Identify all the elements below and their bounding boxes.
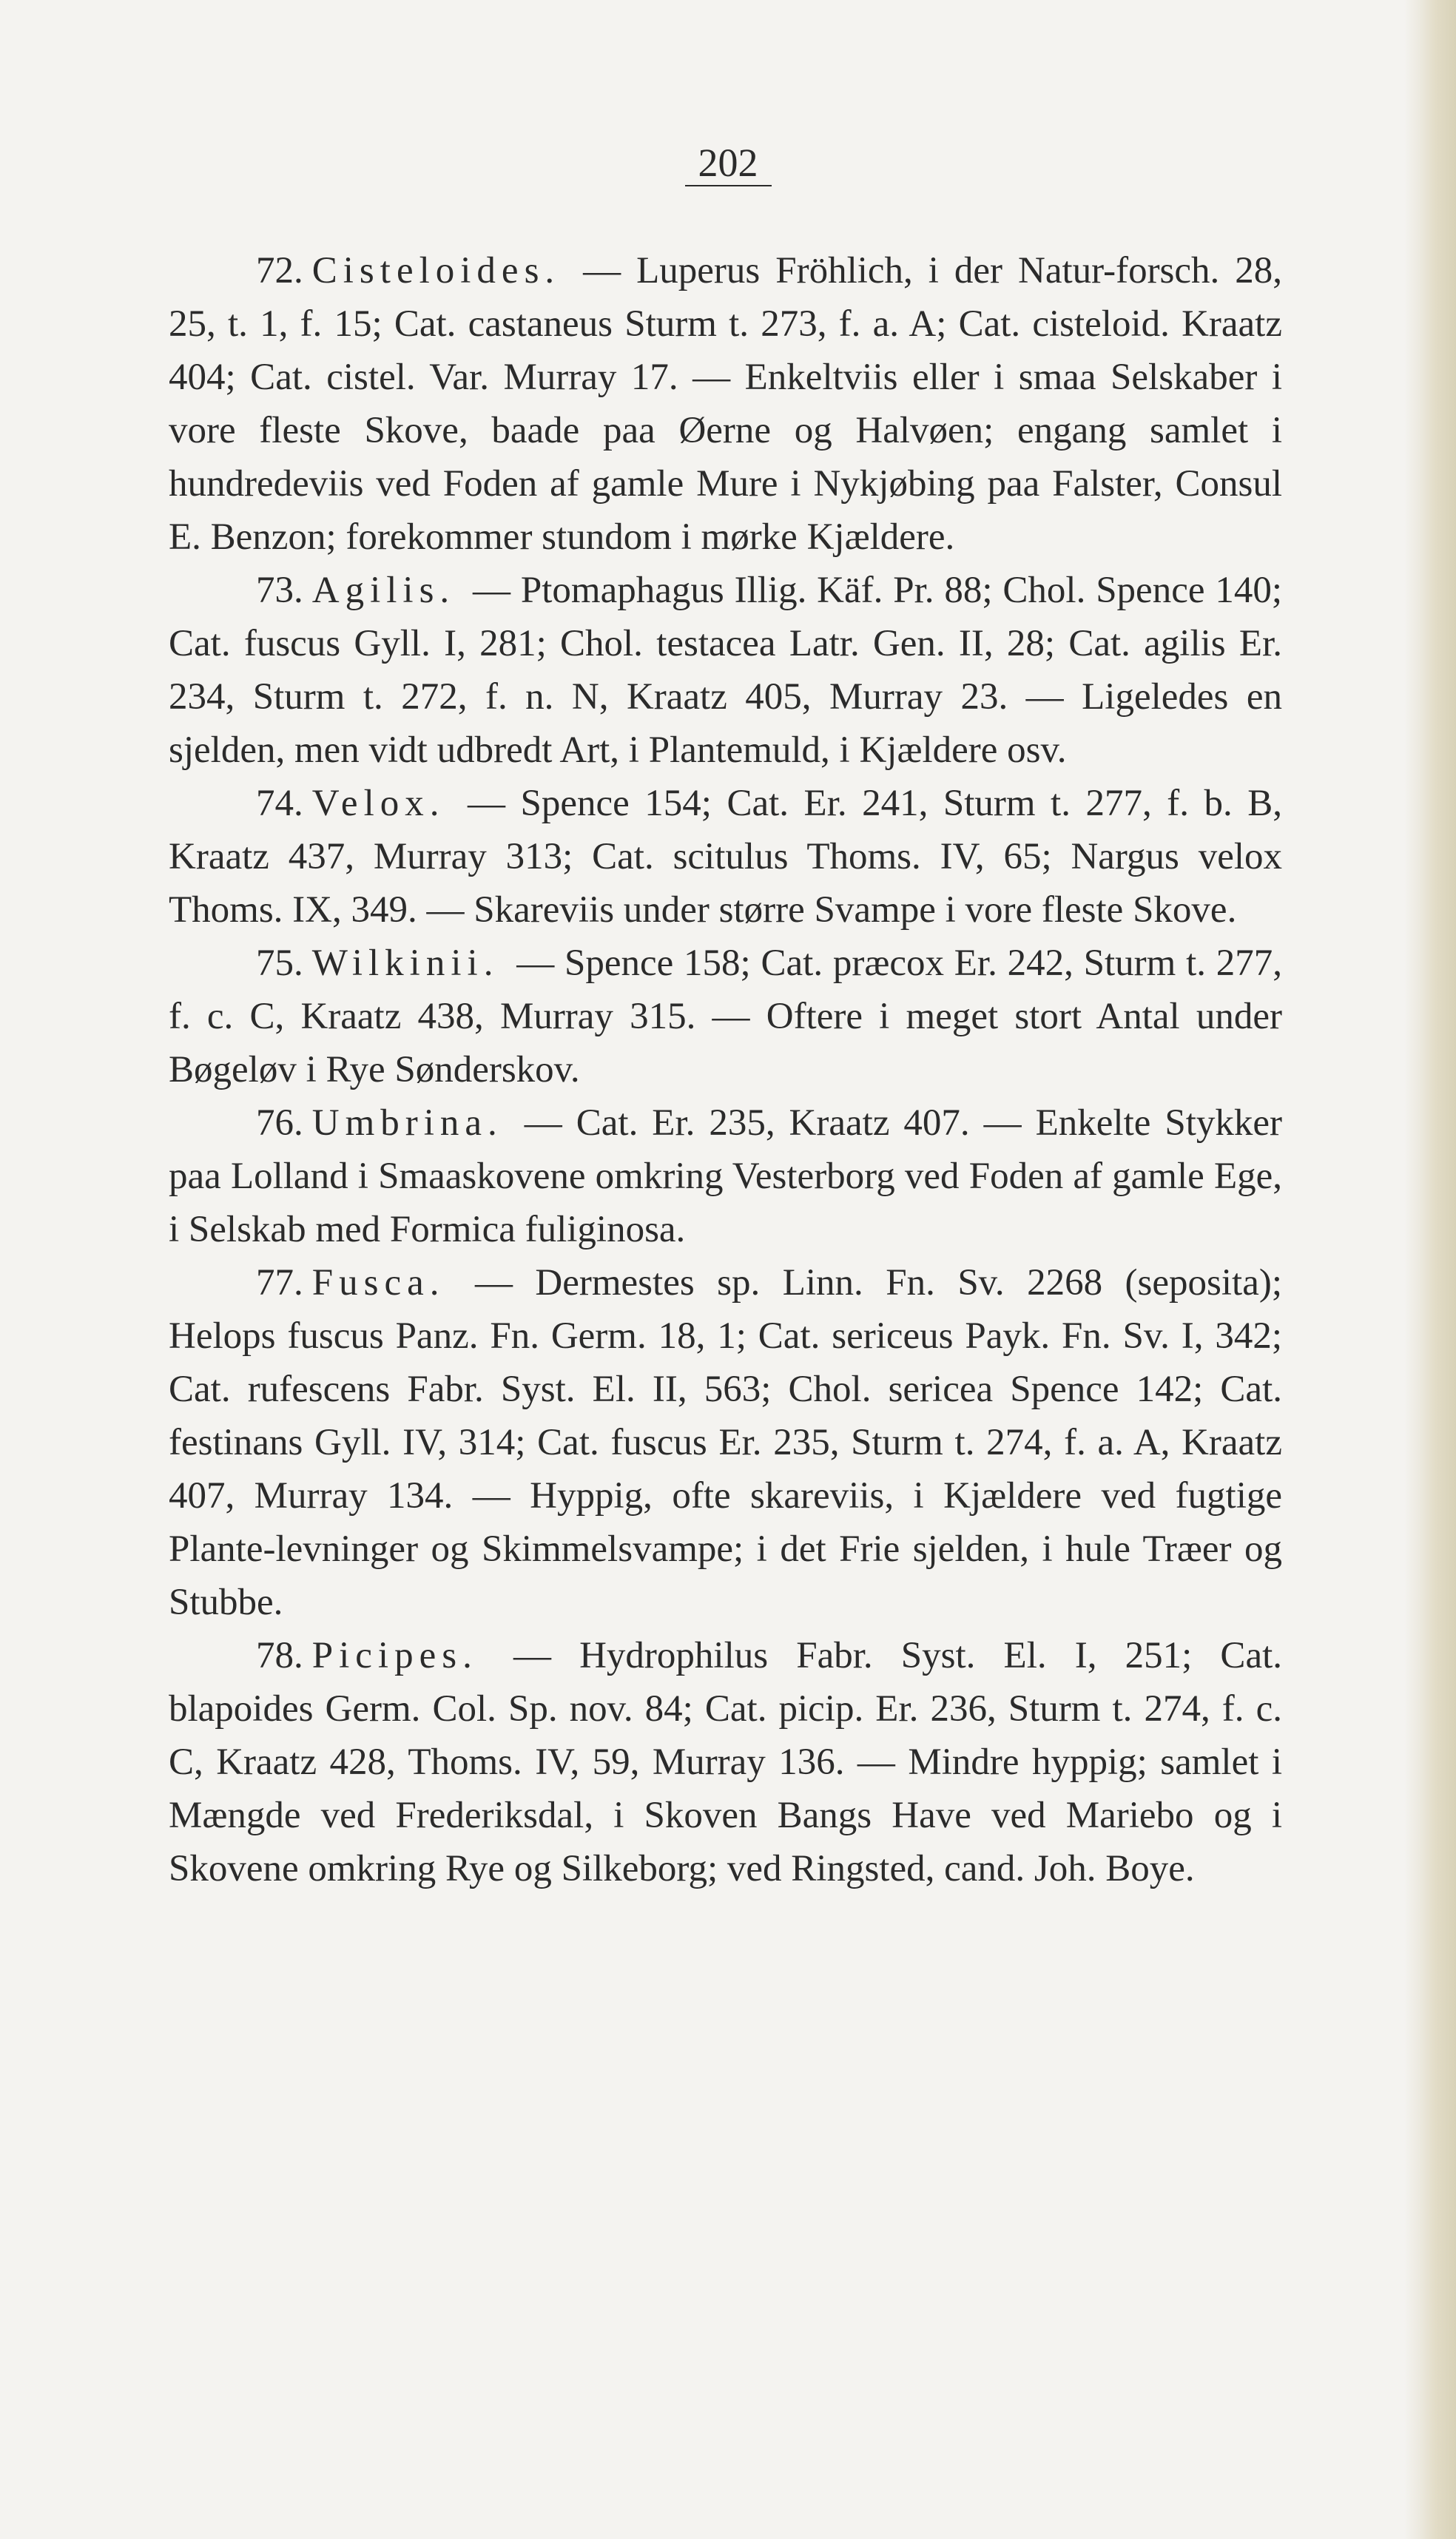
entry-number: 77. <box>256 1262 303 1304</box>
species-name: Velox. <box>311 783 445 824</box>
entry-number: 73. <box>256 570 303 611</box>
page-header <box>0 137 1456 189</box>
entry-text: — Spence 158; Cat. præcox Er. 242, Sturm t. 277, f. c. C, Kraatz 438, Murray 315. — Oftere i meget stort Antal under Bøgeløv i Rye Sønderskov. <box>169 943 1283 1090</box>
entry-number: 72. <box>256 250 303 291</box>
entry-number: 74. <box>256 783 303 824</box>
species-name: Umbrina. <box>311 1102 503 1144</box>
main-text <box>169 244 1282 1895</box>
entry-text: — Hydrophilus Fabr. Syst. El. I, 251; Cat. blapoides Germ. Col. Sp. nov. 84; Cat. picip. Er. 236, Sturm t. 274, f. c. C, Kraatz 428, Thoms. IV, 59, Murray 136. — Mindre hyppig; samlet i Mængde ved Frederiksdal, i Skoven Bangs Have ved Mariebo og i Skovene omkring Rye og Silkeborg; ved Ringsted, cand. Joh. Boye. <box>169 1635 1282 1889</box>
entry-text: — Spence 154; Cat. Er. 241, Sturm t. 277, f. b. B, Kraatz 437, Murray 313; Cat. scitulus Thoms. IV, 65; Nargus velox Thoms. IX, 349. — Skareviis under større Svampe i vore fleste Skove. <box>169 783 1282 931</box>
entry-text: — Dermestes sp. Linn. Fn. Sv. 2268 (seposita); Helops fuscus Panz. Fn. Germ. 18, 1; Cat. sericeus Payk. Fn. Sv. I, 342; Cat. rufescens Fabr. Syst. El. II, 563; Chol. sericea Spence 142; Cat. festinans Gyll. IV, 314; Cat. fuscus Er. 235, Sturm t. 274, f. a. A, Kraatz 407, Murray 134. — Hyppig, ofte skareviis, i Kjældere ved fugtige Plante-levninger og Skimmelsvampe; i det Frie sjelden, i hule Træer og Stubbe. <box>169 1262 1282 1623</box>
entry-text: — Luperus Fröhlich, i der Natur-forsch. 28, 25, t. 1, f. 15; Cat. castaneus Sturm t. 273, f. a. A; Cat. cisteloid. Kraatz 404; Cat. cistel. Var. Murray 17. — Enkeltviis eller i smaa Selskaber i vore fleste Skove, baade paa Øerne og Halvøen; engang samlet i hundredeviis ved Foden af gamle Mure i Nykjøbing paa Falster, Consul E. Benzon; forekommer stundom i mørke Kjældere. <box>169 250 1283 558</box>
species-entry-72 <box>169 244 1282 564</box>
species-entry-74 <box>169 777 1282 937</box>
species-name: Agilis. <box>311 570 456 611</box>
page-edge-shadow <box>1404 0 1456 2539</box>
species-entry-73 <box>169 564 1282 777</box>
entry-text: — Cat. Er. 235, Kraatz 407. — Enkelte Stykker paa Lolland i Smaaskovene omkring Vesterborg ved Foden af gamle Ege, i Selskab med Formica fuliginosa. <box>169 1102 1282 1250</box>
page-number: 202 <box>685 141 772 186</box>
species-entry-76 <box>169 1096 1282 1256</box>
entry-number: 78. <box>256 1635 303 1676</box>
species-entry-75 <box>169 937 1282 1096</box>
species-entry-78 <box>169 1629 1282 1895</box>
entry-number: 75. <box>256 943 303 984</box>
species-name: Picipes. <box>311 1635 478 1676</box>
species-name: Cisteloides. <box>311 250 561 291</box>
species-entry-77 <box>169 1256 1282 1629</box>
entry-number: 76. <box>256 1102 303 1144</box>
species-name: Fusca. <box>311 1262 445 1304</box>
entry-text: — Ptomaphagus Illig. Käf. Pr. 88; Chol. Spence 140; Cat. fuscus Gyll. I, 281; Chol. testacea Latr. Gen. II, 28; Cat. agilis Er. 234, Sturm t. 272, f. n. N, Kraatz 405, Murray 23. — Ligeledes en sjelden, men vidt udbredt Art, i Plantemuld, i Kjældere osv. <box>169 570 1282 771</box>
species-name: Wilkinii. <box>311 943 499 984</box>
